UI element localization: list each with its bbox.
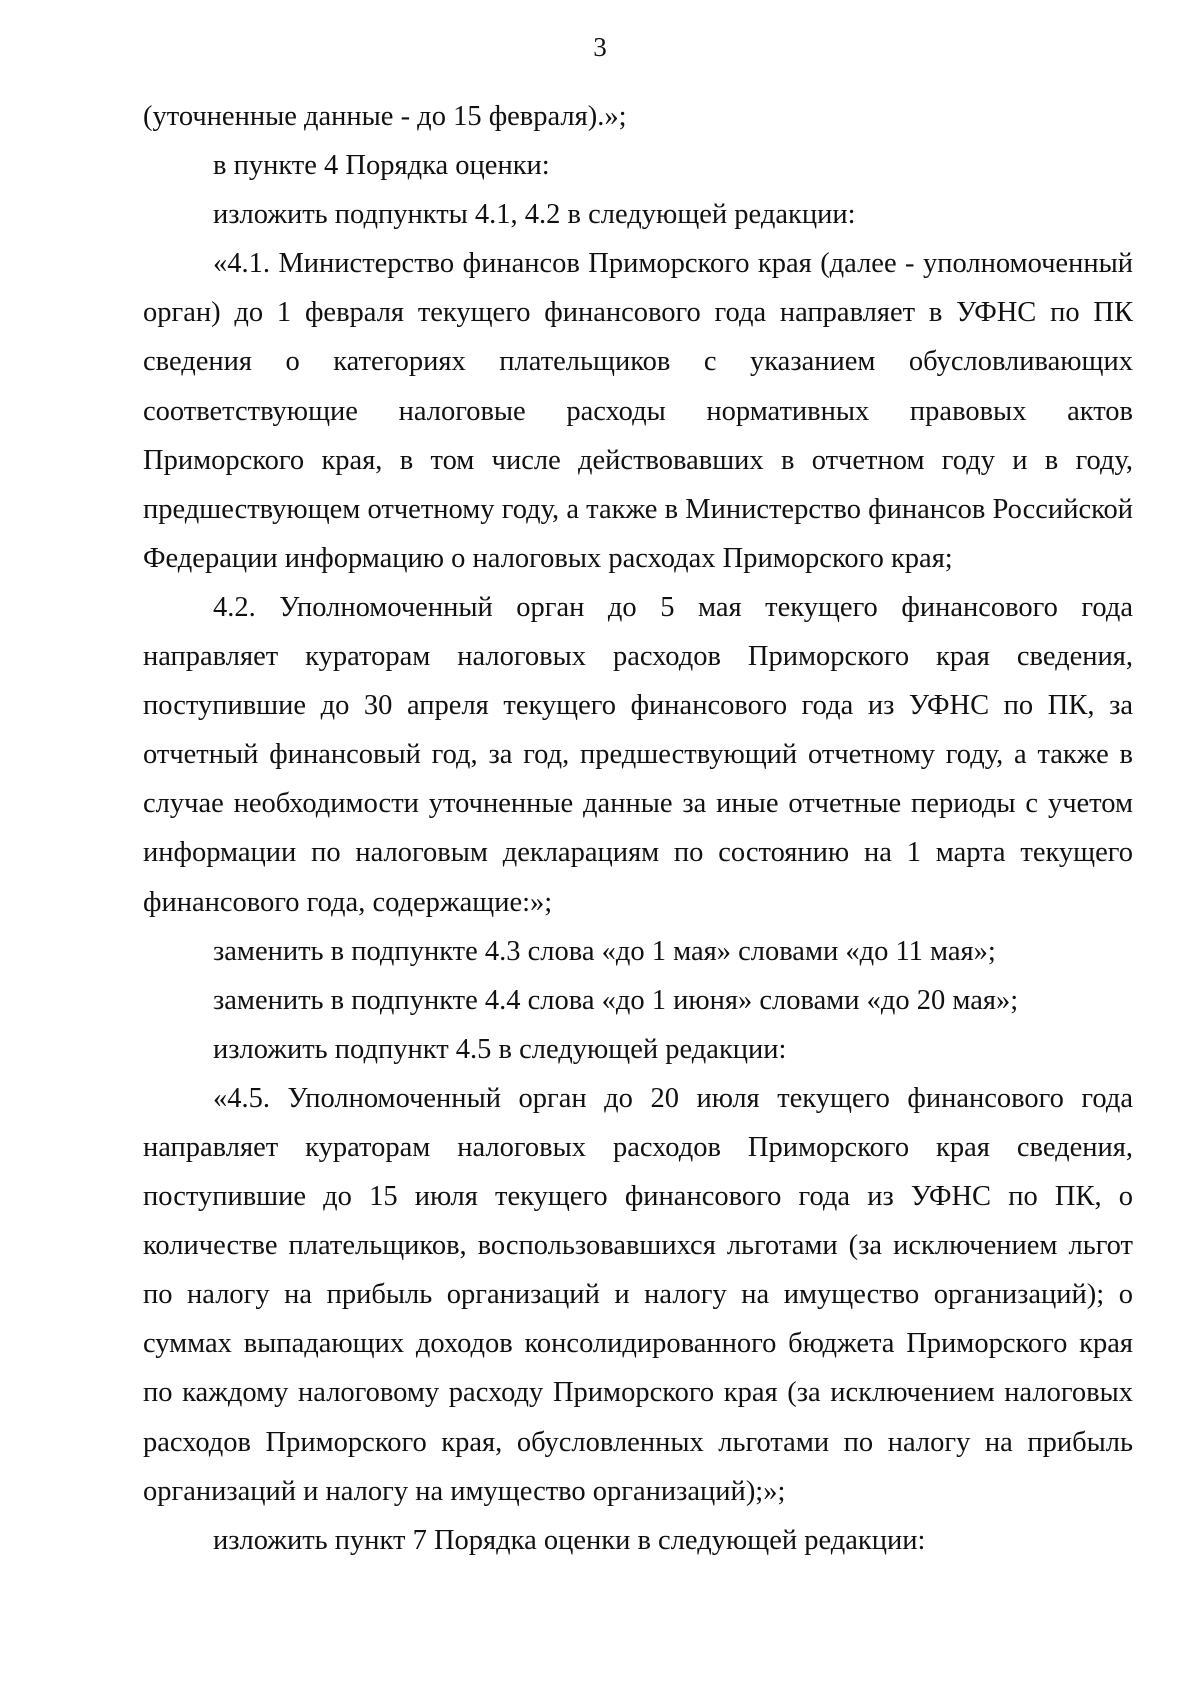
document-body (143, 92, 1133, 1565)
paragraph-section-4-intro: в пункте 4 Порядка оценки: (213, 150, 550, 182)
paragraph-subitem-4-2: 4.2. Уполномоченный орган до 5 мая текущего финансового года направляет кураторам налоговых расходов Приморского края сведения, поступившие до 30 апреля текущего финансового года из УФНС по ПК, за отчетный финансовый год, за год, предшествующий отчетному году, а также в случае необходимости уточненные данные за иные отчетные периоды с учетом информации по налоговым декларациям по состоянию на 1 марта текущего финансового года, содержащие:»; (143, 591, 1133, 918)
page-number: 3 (593, 32, 607, 62)
paragraph-continuation: (уточненные данные - до 15 февраля).»; (143, 101, 627, 132)
paragraph-subitem-4-5: «4.5. Уполномоченный орган до 20 июля текущего финансового года направляет кураторам налоговых расходов Приморского края сведения, поступившие до 15 июля текущего финансового года из УФНС по ПК, о количестве плательщиков, воспользовавшихся льготами (за исключением льгот по налогу на прибыль организаций и налогу на имущество организаций); о суммах выпадающих доходов консолидированного бюджета Приморского края по каждому налоговому расходу Приморского края (за исключением налоговых расходов Приморского края, обусловленных льготами по налогу на прибыль организаций и налогу на имущество организаций);»; (143, 1082, 1133, 1507)
paragraph-subitem-4-5-intro: изложить подпункт 4.5 в следующей редакции: (213, 1033, 787, 1065)
paragraph-section-7-intro: изложить пункт 7 Порядка оценки в следующей редакции: (213, 1524, 926, 1556)
paragraph-subitems-4-1-4-2-intro: изложить подпункты 4.1, 4.2 в следующей редакции: (213, 199, 856, 231)
paragraph-subitem-4-3-change: заменить в подпункте 4.3 слова «до 1 мая» словами «до 11 мая»; (213, 935, 996, 967)
paragraph-subitem-4-4-change: заменить в подпункте 4.4 слова «до 1 июня» словами «до 20 мая»; (213, 984, 1019, 1016)
paragraph-subitem-4-1: «4.1. Министерство финансов Приморского края (далее - уполномоченный орган) до 1 февраля текущего финансового года направляет в УФНС по ПК сведения о категориях плательщиков с указанием обусловливающих соответствующие налоговые расходы нормативных правовых актов Приморского края, в том числе действовавших в отчетном году и в году, предшествующем отчетному году, а также в Министерство финансов Российской Федерации информацию о налоговых расходах Приморского края; (143, 248, 1133, 574)
